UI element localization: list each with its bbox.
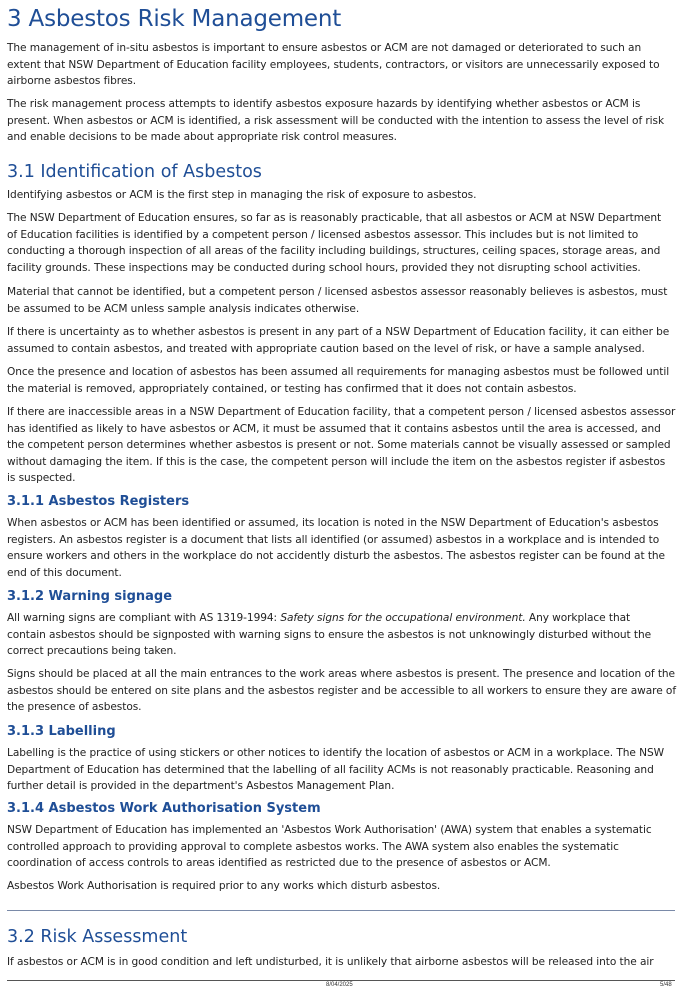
- section-3-1-paragraph-3-line: be assumed to be ACM unless sample analysis indicates otherwise.: [7, 302, 360, 315]
- section-3-1-2-paragraph-2-line: asbestos should be entered on site plans and the asbestos register and be accessible to all workers to ensure they are aware of: [7, 684, 676, 697]
- section-3-1-paragraph-5: [7, 364, 677, 397]
- section-3-1-paragraph-4-line: assumed to contain asbestos, and treated with appropriate caution based on the level of risk, or have a sample analysed.: [7, 342, 645, 355]
- section-3-heading: 3 Asbestos Risk Management: [7, 6, 342, 32]
- section-3-1-paragraph-6-line: the competent person determines whether asbestos is present or not. Some materials cannot be visually assessed or sampled: [7, 439, 671, 451]
- section-3-1-4-paragraph-1-line: controlled approach to providing approval to complete asbestos works. The AWA system also enables the systematic: [7, 840, 619, 853]
- standard-title: Safety signs for the occupational environment.: [280, 612, 526, 624]
- section-3-1-4-paragraph-1-line: NSW Department of Education has implemented an 'Asbestos Work Authorisation' (AWA) system that enables a systematic: [7, 824, 652, 836]
- section-3-1-3-paragraph-1-line: Labelling is the practice of using stickers or other notices to identify the location of asbestos or ACM in a workplace. The NSW: [7, 747, 664, 759]
- section-3-1-1-paragraph-1-line: end of this document.: [7, 566, 122, 579]
- section-3-paragraph-2: [7, 96, 677, 146]
- footer-page-number: 5/48: [660, 982, 672, 988]
- section-3-1-paragraph-2-line: facility grounds. These inspections may be conducted during school hours, provided they not disrupting school activities.: [7, 261, 641, 274]
- section-3-2-paragraph-1: [7, 954, 677, 971]
- section-3-1-paragraph-4: [7, 324, 677, 357]
- section-3-paragraph-1-line: airborne asbestos fibres.: [7, 75, 136, 87]
- section-3-1-paragraph-6: [7, 404, 677, 487]
- section-3-1-2-paragraph-2-line: Signs should be placed at all the main entrances to the work areas where asbestos is present. The presence and location of the: [7, 668, 675, 680]
- section-3-1-4-paragraph-2-line: Asbestos Work Authorisation is required prior to any works which disturb asbestos.: [7, 880, 441, 892]
- section-3-1-1-paragraph-1-line: When asbestos or ACM has been identified or assumed, its location is noted in the NSW Department of Education's asbestos: [7, 517, 659, 529]
- section-3-2-heading: 3.2 Risk Assessment: [7, 927, 188, 947]
- section-3-1-2-paragraph-1: [7, 610, 677, 660]
- section-3-1-paragraph-3: [7, 284, 677, 317]
- section-3-1-paragraph-2-line: The NSW Department of Education ensures, so far as is reasonably practicable, that all asbestos or ACM at NSW Department: [7, 212, 662, 224]
- section-3-1-paragraph-1-line: Identifying asbestos or ACM is the first step in managing the risk of exposure to asbestos.: [7, 189, 477, 201]
- section-3-1-paragraph-6-line: is suspected.: [7, 472, 76, 484]
- section-3-1-4-heading: 3.1.4 Asbestos Work Authorisation System: [7, 801, 321, 816]
- section-3-1-2-paragraph-1-line: contain asbestos should be signposted with warning signs to ensure the asbestos is not unknowingly disturbed without the: [7, 628, 652, 641]
- section-3-2-paragraph-1-line: If asbestos or ACM is in good condition and left undisturbed, it is unlikely that airborne asbestos will be released into the air: [7, 956, 654, 968]
- section-3-1-heading: 3.1 Identification of Asbestos: [7, 162, 262, 182]
- footer-date: 8/04/2025: [326, 982, 353, 988]
- section-3-1-paragraph-1: [7, 187, 677, 204]
- section-3-1-4-paragraph-2: [7, 878, 677, 895]
- section-3-1-paragraph-5-line: Once the presence and location of asbestos has been assumed all requirements for managing asbestos must be followed until: [7, 366, 670, 378]
- section-3-1-paragraph-4-line: If there is uncertainty as to whether asbestos is present in any part of a NSW Department of Education facility, it can either be: [7, 326, 670, 338]
- section-3-paragraph-1-line: extent that NSW Department of Education facility employees, students, contractors, or visitors are unnecessarily exposed to: [7, 58, 660, 71]
- section-3-1-3-heading: 3.1.3 Labelling: [7, 724, 116, 739]
- section-3-1-3-paragraph-1: [7, 745, 677, 795]
- section-3-1-2-paragraph-1-first-line: All warning signs are compliant with AS 1319-1994: Safety signs for the occupational environment. Any workplace that: [7, 612, 631, 624]
- section-divider: [7, 910, 675, 911]
- section-3-paragraph-2-line: present. When asbestos or ACM is identified, a risk assessment will be conducted with the intention to assess the level of risk: [7, 114, 665, 127]
- section-3-1-paragraph-6-line: If there are inaccessible areas in a NSW Department of Education facility, that a competent person / licensed asbestos assessor: [7, 406, 676, 418]
- section-3-1-paragraph-2-line: conducting a thorough inspection of all areas of the facility including buildings, structures, ceiling spaces, storage areas, and: [7, 245, 661, 257]
- section-3-1-3-paragraph-1-line: Department of Education has determined that the labelling of all facility ACMs is not reasonably practicable. Reasoning and: [7, 763, 654, 776]
- section-3-1-paragraph-6-line: has identified as likely to have asbestos or ACM, it must be assumed that it contains asbestos until the area is accessed, and: [7, 422, 661, 435]
- section-3-paragraph-1-line: The management of in-situ asbestos is important to ensure asbestos or ACM are not damaged or deteriorated to such an: [7, 42, 642, 54]
- section-3-1-1-heading: 3.1.1 Asbestos Registers: [7, 494, 190, 509]
- section-3-paragraph-1: [7, 40, 677, 90]
- section-3-1-paragraph-6-line: without damaging the item. If this is the case, the competent person will include the item on the asbestos register if asbestos: [7, 455, 666, 468]
- section-3-1-4-paragraph-1: [7, 822, 677, 872]
- section-3-1-paragraph-5-line: the material is removed, appropriately contained, or testing has confirmed that it does not contain asbestos.: [7, 382, 577, 395]
- section-3-paragraph-2-line: and enable decisions to be made about appropriate risk control measures.: [7, 131, 397, 143]
- footer-divider: [7, 980, 675, 981]
- section-3-1-3-paragraph-1-line: further detail is provided in the department's Asbestos Management Plan.: [7, 780, 395, 792]
- section-3-paragraph-2-line: The risk management process attempts to identify asbestos exposure hazards by identifying whether asbestos or ACM is: [7, 98, 641, 110]
- section-3-1-paragraph-3-line: Material that cannot be identified, but a competent person / licensed asbestos assessor reasonably believes is asbestos, must: [7, 286, 668, 298]
- section-3-1-2-paragraph-1-line: correct precautions being taken.: [7, 645, 177, 657]
- section-3-1-2-paragraph-2-line: the presence of asbestos.: [7, 701, 142, 713]
- section-3-1-1-paragraph-1-line: ensure workers and others in the workplace do not accidently disturb the asbestos. The asbestos register can be found at the: [7, 550, 665, 562]
- section-3-1-2-heading: 3.1.2 Warning signage: [7, 589, 173, 604]
- section-3-1-4-paragraph-1-line: coordination of access controls to areas identified as restricted due to the presence of asbestos or ACM.: [7, 857, 551, 869]
- section-3-1-paragraph-2: [7, 210, 677, 276]
- section-3-1-1-paragraph-1: [7, 515, 677, 581]
- section-3-1-paragraph-2-line: of Education facilities is identified by a competent person / licensed asbestos assessor. This includes but is not limited to: [7, 228, 639, 241]
- section-3-1-2-paragraph-2: [7, 666, 677, 716]
- section-3-1-1-paragraph-1-line: registers. An asbestos register is a document that lists all identified (or assumed) asbestos in a workplace and is intended to: [7, 533, 660, 546]
